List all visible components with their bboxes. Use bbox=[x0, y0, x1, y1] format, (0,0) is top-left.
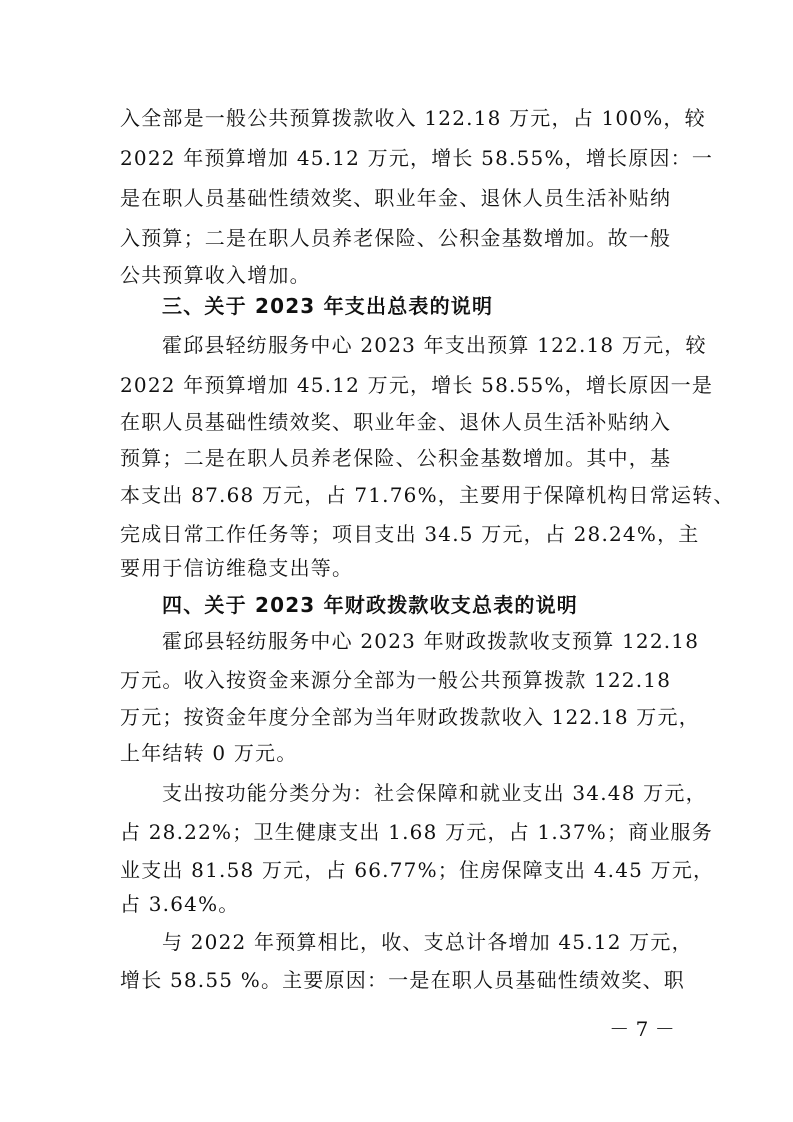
paragraph-3-line-3: 万元；按资金年度分全部为当年财政拨款收入 122.18 万元， bbox=[120, 705, 700, 729]
paragraph-4-line-1: 支出按功能分类分为：社会保障和就业支出 34.48 万元， bbox=[162, 781, 707, 805]
paragraph-1-line-2: 2022 年预算增加 45.12 万元，增长 58.55%，增长原因：一 bbox=[120, 146, 714, 170]
paragraph-4-line-3: 业支出 81.58 万元，占 66.77%；住房保障支出 4.45 万元， bbox=[120, 858, 715, 882]
paragraph-2-line-5: 本支出 87.68 万元，占 71.76%，主要用于保障机构日常运转、 bbox=[120, 483, 735, 507]
paragraph-2-line-2: 2022 年预算增加 45.12 万元，增长 58.55%，增长原因一是 bbox=[120, 373, 714, 397]
paragraph-4-line-2: 占 28.22%；卫生健康支出 1.68 万元，占 1.37%；商业服务 bbox=[120, 820, 713, 844]
paragraph-3-line-1: 霍邱县轻纺服务中心 2023 年财政拨款收支预算 122.18 bbox=[162, 629, 700, 653]
paragraph-1-line-5: 公共预算收入增加。 bbox=[120, 263, 311, 287]
section-heading-4: 四、关于 2023 年财政拨款收支总表的说明 bbox=[162, 593, 578, 617]
paragraph-2-line-4: 预算；二是在职人员养老保险、公积金基数增加。其中，基 bbox=[120, 446, 672, 470]
paragraph-2-line-3: 在职人员基础性绩效奖、职业年金、退休人员生活补贴纳入 bbox=[120, 410, 672, 434]
paragraph-5-line-1: 与 2022 年预算相比，收、支总计各增加 45.12 万元， bbox=[162, 930, 693, 954]
page-number: － 7 － bbox=[609, 1017, 675, 1041]
paragraph-4-line-4: 占 3.64%。 bbox=[120, 892, 240, 916]
paragraph-5-line-2: 增长 58.55 %。主要原因：一是在职人员基础性绩效奖、职 bbox=[120, 968, 685, 992]
paragraph-2-line-7: 要用于信访维稳支出等。 bbox=[120, 556, 354, 580]
paragraph-1-line-1: 入全部是一般公共预算拨款收入 122.18 万元，占 100%，较 bbox=[120, 106, 706, 130]
paragraph-2-line-1: 霍邱县轻纺服务中心 2023 年支出预算 122.18 万元，较 bbox=[162, 333, 707, 357]
paragraph-1-line-4: 入预算；二是在职人员养老保险、公积金基数增加。故一般 bbox=[120, 226, 672, 250]
paragraph-3-line-4: 上年结转 0 万元。 bbox=[120, 741, 298, 765]
paragraph-1-line-3: 是在职人员基础性绩效奖、职业年金、退休人员生活补贴纳 bbox=[120, 186, 672, 210]
paragraph-3-line-2: 万元。收入按资金来源分全部为一般公共预算拨款 122.18 bbox=[120, 668, 672, 692]
paragraph-2-line-6: 完成日常工作任务等；项目支出 34.5 万元，占 28.24%，主 bbox=[120, 522, 700, 546]
section-heading-3: 三、关于 2023 年支出总表的说明 bbox=[162, 294, 494, 318]
